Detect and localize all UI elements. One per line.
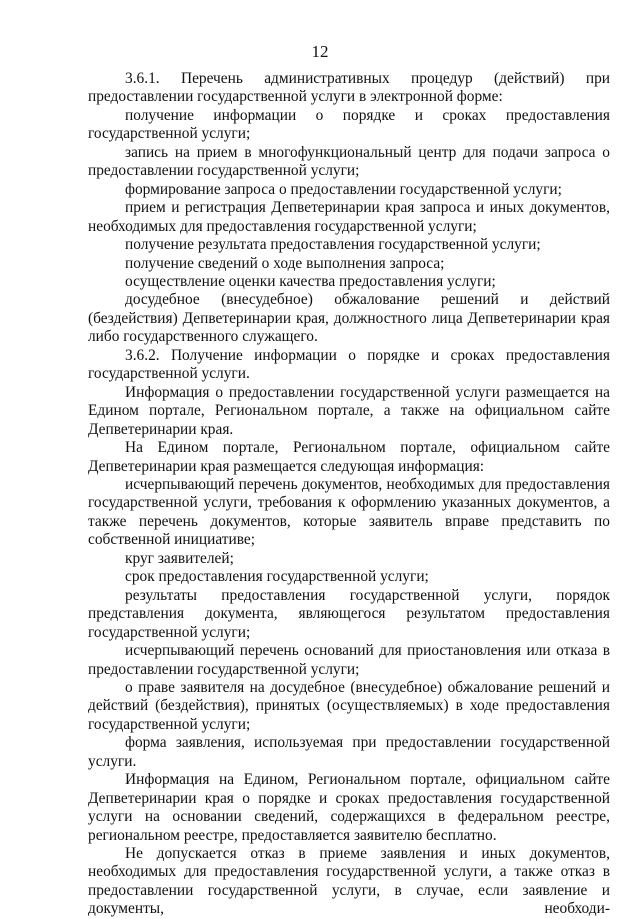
paragraph: На Едином портале, Региональном портале, официальном сайте Депветеринарии края размещается следующая информация: xyxy=(88,439,610,475)
list-item: исчерпывающий перечень документов, необходимых для предоставления государственной услуги, требования к оформлению указанных документов, а также перечень документов, которые заявитель вправе представить по собственной инициативе; xyxy=(88,475,610,549)
list-item: запись на прием в многофункциональный центр для подачи запроса о предоставлении государственной услуги; xyxy=(88,143,610,180)
paragraph-3-6-1-heading: 3.6.1. Перечень административных процедур (действий) при предоставлении государственной услуги в электронной форме: xyxy=(88,70,610,106)
list-item: прием и регистрация Депветеринарии края запроса и иных документов, необходимых для предоставления государственной услуги; xyxy=(88,199,610,235)
list-item: срок предоставления государственной услуги; xyxy=(125,568,429,586)
list-item: осуществление оценки качества предоставления услуги; xyxy=(125,272,496,290)
list-item: получение сведений о ходе выполнения запроса; xyxy=(125,254,445,272)
list-item: форма заявления, используемая при предоставлении государственной услуги. xyxy=(88,734,610,770)
list-item: результаты предоставления государственной услуги, порядок представления документа, являющегося результатом предоставления государственной услуги; xyxy=(88,586,610,641)
paragraph: Не допускается отказ в приеме заявления и иных документов, необходимых для предоставления государственной услуги, а также отказ в предоставлении государственной услуги, в случае, если заявление и документы, необходи- xyxy=(88,845,610,918)
list-item: получение информации о порядке и сроках предоставления государственной услуги; xyxy=(88,106,610,143)
list-item: формирование запроса о предоставлении государственной услуги; xyxy=(125,180,562,198)
paragraph-3-6-2-heading: 3.6.2. Получение информации о порядке и сроках предоставления государственной услуги. xyxy=(88,346,610,383)
document-body xyxy=(88,70,610,919)
list-item: досудебное (внесудебное) обжалование решений и действий (бездействия) Депветеринарии края, должностного лица Депветеринарии края либо государственного служащего. xyxy=(88,291,610,346)
paragraph: Информация на Едином, Региональном портале, официальном сайте Депветеринарии края о порядке и сроках предоставления государственной услуги на основании сведений, содержащихся в федеральном реестре, региональном реестре, предоставляется заявителю бесплатно. xyxy=(88,771,610,844)
list-item: о праве заявителя на досудебное (внесудебное) обжалование решений и действий (бездействия), принятых (осуществляемых) в ходе предоставления государственной услуги; xyxy=(88,678,610,733)
list-item: исчерпывающий перечень оснований для приостановления или отказа в предоставлении государственной услуги; xyxy=(88,642,610,678)
paragraph: Информация о предоставлении государственной услуги размещается на Едином портале, Региональном портале, а также на официальном сайте Депветеринарии края. xyxy=(88,383,610,438)
page-number: 12 xyxy=(311,42,329,61)
list-item: круг заявителей; xyxy=(125,549,234,567)
list-item: получение результата предоставления государственной услуги; xyxy=(125,236,541,254)
